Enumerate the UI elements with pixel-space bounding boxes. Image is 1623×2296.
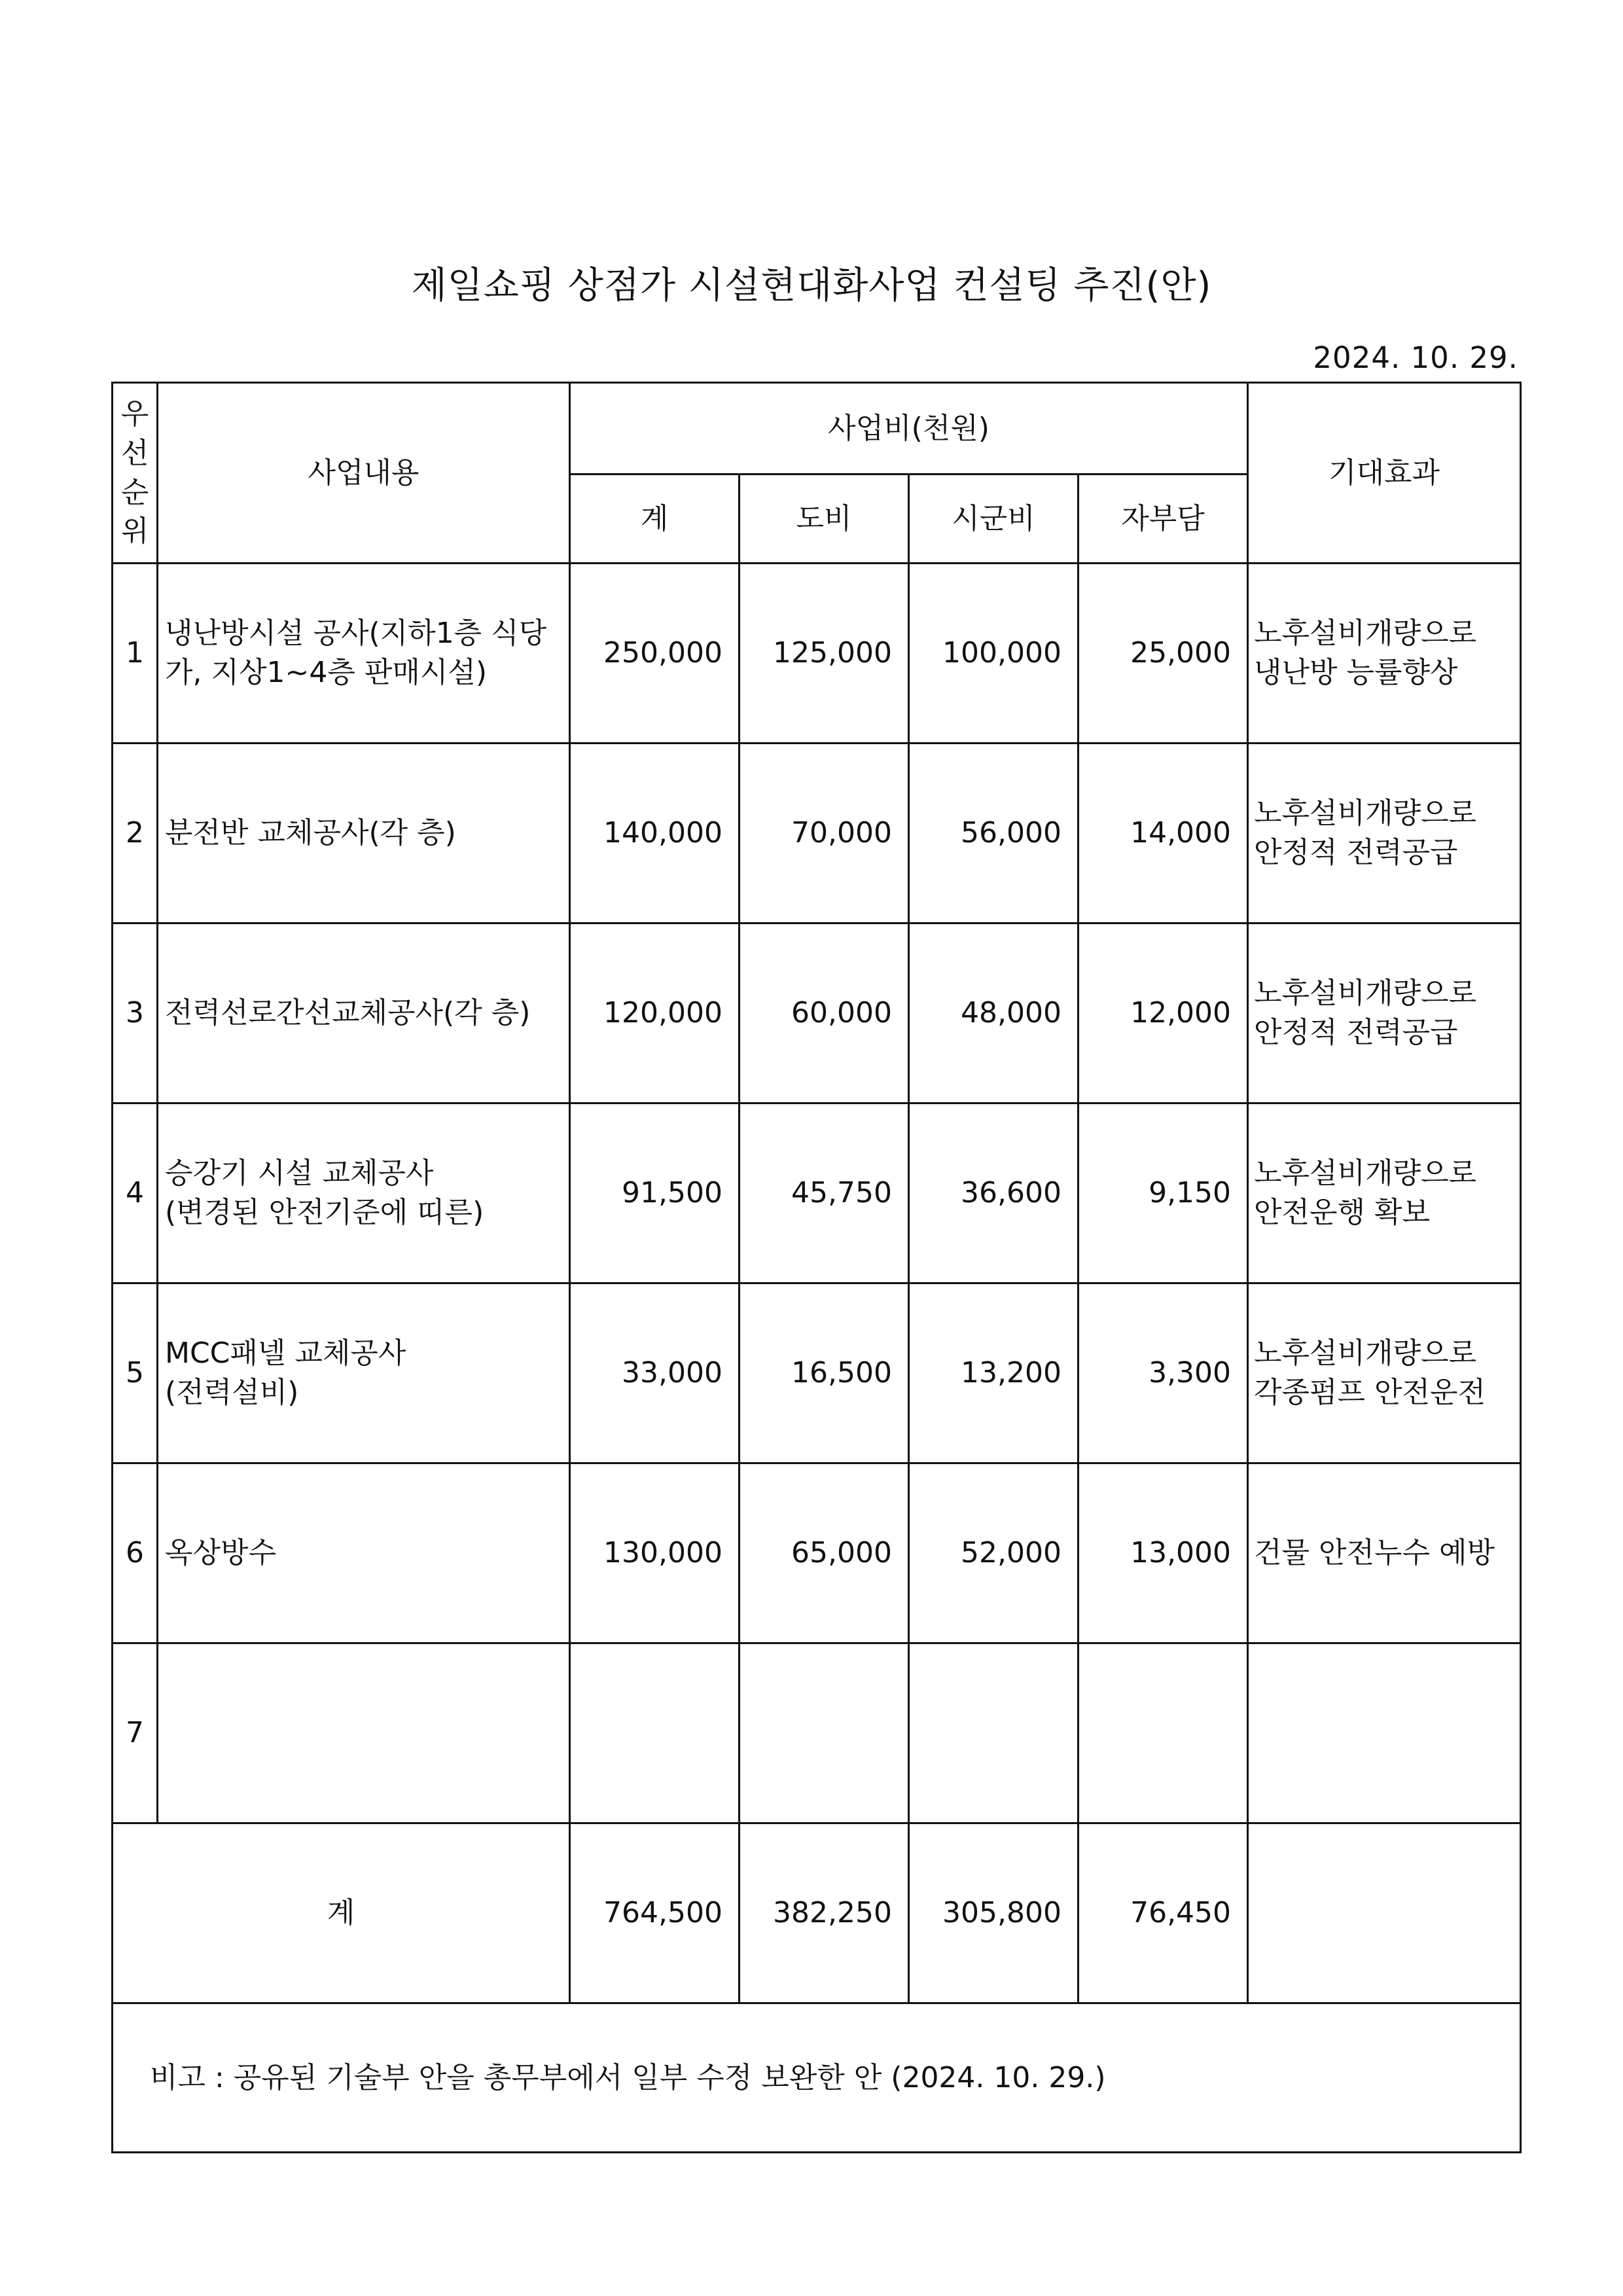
totals-self: 76,450 [1079,1823,1248,2003]
header-row [113,383,1521,475]
row-effect-line: 안전운행 확보 [1254,1196,1431,1229]
header-province: 도비 [740,475,909,564]
table-row [113,1643,1521,1823]
row-content [158,1283,570,1463]
row-province: 65,000 [740,1463,909,1643]
header-total: 계 [570,475,740,564]
row-content [158,1103,570,1283]
row-content-line: MCC패넬 교체공사 [165,1336,406,1371]
totals-province: 382,250 [740,1823,909,2003]
row-total: 250,000 [570,564,740,744]
row-rank: 2 [113,744,158,924]
row-city: 100,000 [909,564,1079,744]
totals-city: 305,800 [909,1823,1079,2003]
row-rank: 5 [113,1283,158,1463]
header-priority-char: 순 [120,475,149,509]
row-content-line: (변경된 안전기준에 띠른) [165,1196,484,1229]
row-total: 33,000 [570,1283,740,1463]
row-total: 130,000 [570,1463,740,1643]
row-effect [1248,564,1521,744]
table-row [113,1103,1521,1283]
row-self: 3,300 [1079,1283,1248,1463]
row-effect-line: 안정적 전력공급 [1254,1016,1458,1049]
row-effect [1248,1463,1521,1643]
row-city [909,1643,1079,1823]
header-priority-char: 선 [120,436,149,470]
row-self: 12,000 [1079,924,1248,1103]
row-content-line: (전력설비) [165,1376,299,1409]
row-content [158,1643,570,1823]
note-text: 비고 : 공유된 기술부 안을 총무부에서 일부 수정 보완한 안 (2024. 10. 29.) [113,2003,1521,2153]
row-effect-line: 노후설비개량으로 [1254,977,1477,1011]
budget-table [111,382,1522,2153]
row-total: 120,000 [570,924,740,1103]
totals-effect [1248,1823,1521,2003]
row-province: 60,000 [740,924,909,1103]
row-province: 125,000 [740,564,909,744]
row-effect-line: 노후설비개량으로 [1254,1157,1477,1191]
header-priority [113,383,158,564]
row-self: 25,000 [1079,564,1248,744]
note-row [113,2003,1521,2153]
document-date: 2024. 10. 29. [1313,340,1518,375]
row-content-line: 옥상방수 [165,1536,277,1570]
header-self: 자부담 [1079,475,1248,564]
row-self: 14,000 [1079,744,1248,924]
table-row [113,744,1521,924]
table-row [113,1283,1521,1463]
row-content-line: 승강기 시설 교체공사 [165,1157,434,1191]
header-effect: 기대효과 [1248,383,1521,564]
row-city: 52,000 [909,1463,1079,1643]
row-rank: 1 [113,564,158,744]
row-effect-line: 노후설비개량으로 [1254,617,1477,651]
row-effect [1248,1283,1521,1463]
document-title: 제일쇼핑 상점가 시설현대화사업 컨설팅 추진(안) [411,264,1212,307]
row-effect-line: 냉난방 능률향상 [1254,656,1458,689]
header-city: 시군비 [909,475,1079,564]
row-rank: 4 [113,1103,158,1283]
row-effect-line: 각종펌프 안전운전 [1254,1376,1486,1409]
row-province: 45,750 [740,1103,909,1283]
row-self [1079,1643,1248,1823]
header-priority-char: 우 [120,397,149,431]
row-city: 13,200 [909,1283,1079,1463]
header-budget-group: 사업비(천원) [570,383,1248,475]
row-effect-line: 노후설비개량으로 [1254,1336,1477,1371]
row-content-line: 냉난방시설 공사(지하1층 식당 [165,617,547,651]
header-priority-char: 위 [120,514,149,548]
row-effect [1248,1643,1521,1823]
table-row [113,924,1521,1103]
table-row [113,564,1521,744]
totals-label: 계 [113,1823,570,2003]
totals-total: 764,500 [570,1823,740,2003]
row-content [158,564,570,744]
totals-row [113,1823,1521,2003]
row-content-line: 분전반 교체공사(각 층) [165,816,456,850]
row-effect-line: 건물 안전누수 예방 [1254,1536,1495,1570]
row-content-line: 전력선로간선교체공사(각 층) [165,996,531,1030]
row-effect-line: 노후설비개량으로 [1254,797,1477,831]
row-total: 91,500 [570,1103,740,1283]
row-effect [1248,1103,1521,1283]
row-total [570,1643,740,1823]
row-content [158,924,570,1103]
row-self: 9,150 [1079,1103,1248,1283]
row-rank: 7 [113,1643,158,1823]
row-province: 70,000 [740,744,909,924]
row-effect [1248,744,1521,924]
header-content: 사업내용 [158,383,570,564]
row-content-line: 가, 지상1~4층 판매시설) [165,656,488,689]
row-city: 48,000 [909,924,1079,1103]
row-self: 13,000 [1079,1463,1248,1643]
row-rank: 6 [113,1463,158,1643]
row-total: 140,000 [570,744,740,924]
row-rank: 3 [113,924,158,1103]
row-content [158,744,570,924]
row-province: 16,500 [740,1283,909,1463]
row-city: 36,600 [909,1103,1079,1283]
row-effect-line: 안정적 전력공급 [1254,836,1458,869]
row-effect [1248,924,1521,1103]
row-content [158,1463,570,1643]
table-row [113,1463,1521,1643]
row-province [740,1643,909,1823]
row-city: 56,000 [909,744,1079,924]
